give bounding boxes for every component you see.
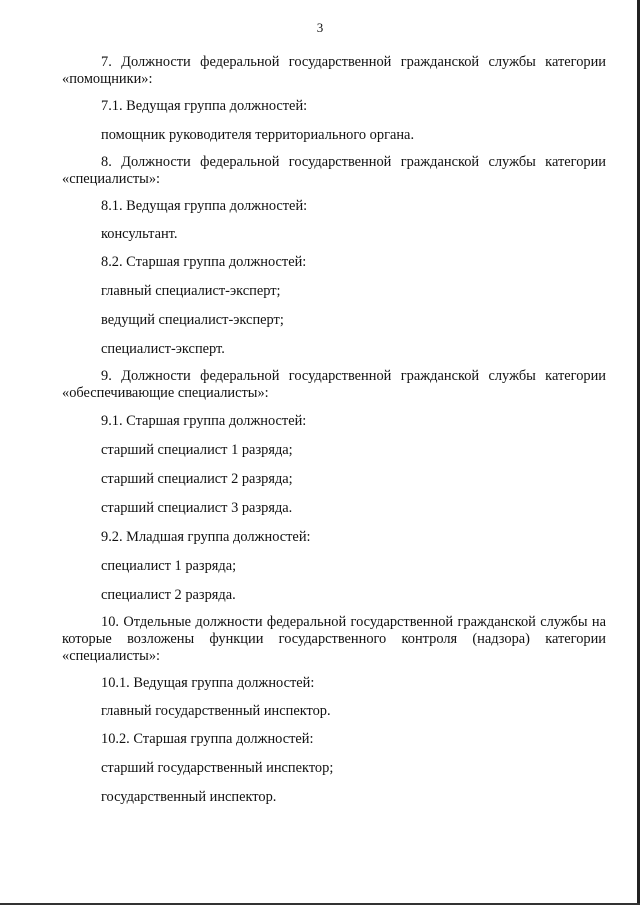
position-item: консультант.	[101, 226, 178, 242]
position-item: специалист 1 разряда;	[101, 558, 237, 574]
section-heading-10: 10. Отдельные должности федеральной государственной гражданской службы на которые возложены функции государственного контроля (надзора) категории «специалисты»:	[62, 614, 606, 664]
position-item: старший государственный инспектор;	[101, 760, 334, 776]
subsection-heading-9-1: 9.1. Старшая группа должностей:	[101, 413, 307, 429]
subsection-heading-10-1: 10.1. Ведущая группа должностей:	[101, 675, 315, 691]
position-item: помощник руководителя территориального органа.	[101, 127, 415, 143]
position-item: государственный инспектор.	[101, 789, 277, 805]
subsection-heading-10-2: 10.2. Старшая группа должностей:	[101, 731, 314, 747]
position-item: старший специалист 3 разряда.	[101, 500, 293, 516]
position-item: главный специалист-эксперт;	[101, 283, 281, 299]
subsection-heading-7-1: 7.1. Ведущая группа должностей:	[101, 98, 308, 114]
section-heading-8: 8. Должности федеральной государственной гражданской службы категории «специалисты»:	[62, 154, 606, 187]
position-item: старший специалист 2 разряда;	[101, 471, 293, 487]
section-heading-7: 7. Должности федеральной государственной гражданской службы категории «помощники»:	[62, 54, 606, 87]
position-item: ведущий специалист-эксперт;	[101, 312, 284, 328]
section-heading-9: 9. Должности федеральной государственной гражданской службы категории «обеспечивающие специалисты»:	[62, 368, 606, 401]
position-item: специалист 2 разряда.	[101, 587, 236, 603]
subsection-heading-8-2: 8.2. Старшая группа должностей:	[101, 254, 307, 270]
subsection-heading-8-1: 8.1. Ведущая группа должностей:	[101, 198, 308, 214]
position-item: специалист-эксперт.	[101, 341, 225, 357]
subsection-heading-9-2: 9.2. Младшая группа должностей:	[101, 529, 311, 545]
position-item: главный государственный инспектор.	[101, 703, 331, 719]
page-number: 3	[316, 20, 324, 35]
position-item: старший специалист 1 разряда;	[101, 442, 293, 458]
document-body	[62, 54, 606, 806]
